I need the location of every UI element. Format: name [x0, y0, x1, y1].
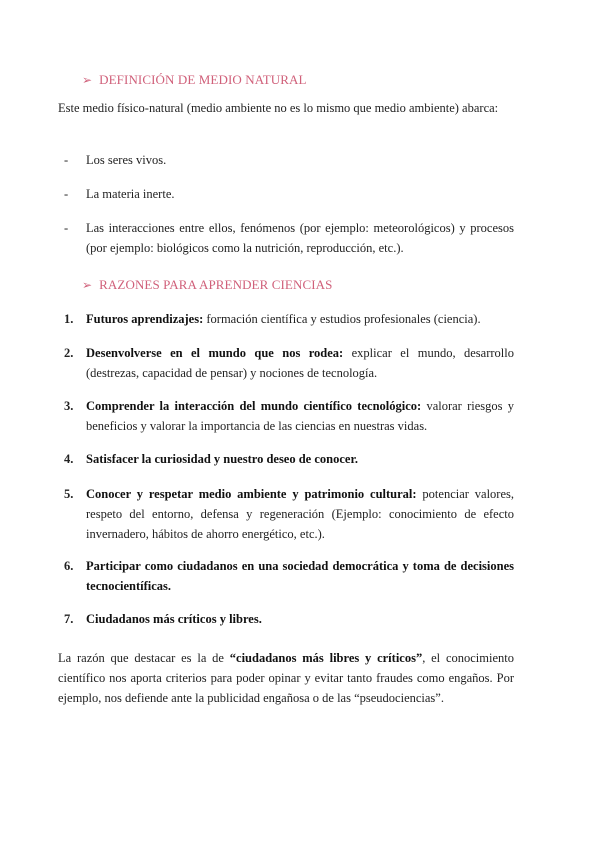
item-number: 4.	[64, 452, 74, 466]
item-bold-lead: Satisfacer la curiosidad y nuestro deseo de conocer.	[86, 452, 358, 466]
numbered-item	[64, 396, 514, 436]
item-text: valorar riesgos y beneficios y valorar la importancia de las ciencias en nuestras vidas.	[86, 399, 514, 433]
list-item	[64, 184, 514, 204]
numbered-item	[64, 309, 514, 329]
numbered-item	[64, 343, 514, 383]
numbered-item	[64, 484, 514, 544]
numbered-item	[64, 609, 514, 629]
list-item	[64, 150, 514, 170]
item-number: 2.	[64, 346, 74, 360]
item-text: explicar el mundo, desarrollo (destrezas, capacidad de pensar) y nociones de tecnología.	[86, 346, 514, 380]
conclusion-text-start: La razón que destacar es la de	[58, 651, 230, 665]
dash-bullet: -	[64, 187, 69, 201]
section-heading-medio-natural	[82, 72, 307, 88]
item-number: 6.	[64, 559, 74, 573]
dash-bullet: -	[64, 153, 69, 167]
item-number: 7.	[64, 612, 74, 626]
item-bold-lead: Comprender la interacción del mundo científico tecnológico:	[86, 399, 422, 413]
numbered-item	[64, 449, 514, 469]
list-item-text: La materia inerte.	[86, 187, 175, 201]
section-title: RAZONES PARA APRENDER CIENCIAS	[99, 277, 333, 292]
item-bold-lead: Conocer y respetar medio ambiente y patrimonio cultural:	[86, 487, 417, 501]
list-item	[64, 218, 514, 258]
list-item-text: Las interacciones entre ellos, fenómenos (por ejemplo: meteorológicos) y procesos (por ejemplo: biológicos como la nutrición, reproducción, etc.).	[86, 221, 514, 255]
intro-paragraph: Este medio físico-natural (medio ambiente no es lo mismo que medio ambiente) abarca:	[58, 101, 499, 115]
item-bold-lead: Desenvolverse en el mundo que nos rodea:	[86, 346, 344, 360]
item-number: 3.	[64, 399, 74, 413]
item-bold-lead: Futuros aprendizajes:	[86, 312, 204, 326]
numbered-item	[64, 556, 514, 596]
dash-bullet: -	[64, 221, 69, 235]
arrow-bullet-icon: ➢	[82, 278, 93, 292]
arrow-bullet-icon: ➢	[82, 73, 93, 87]
item-bold-lead: Ciudadanos más críticos y libres.	[86, 612, 262, 626]
item-text: formación científica y estudios profesionales (ciencia).	[203, 312, 481, 326]
item-number: 5.	[64, 487, 74, 501]
item-bold-lead: Participar como ciudadanos en una sociedad democrática y toma de decisiones tecnocientíficas.	[86, 559, 514, 593]
item-number: 1.	[64, 312, 74, 326]
list-item-text: Los seres vivos.	[86, 153, 167, 167]
conclusion-paragraph	[58, 648, 514, 708]
section-heading-razones	[82, 277, 332, 293]
item-text: potenciar valores, respeto del entorno, defensa y regeneración (Ejemplo: conocimiento de efecto invernadero, hábitos de ahorro energético, etc.).	[86, 487, 515, 541]
conclusion-emphasis: “ciudadanos más libres y críticos”	[229, 651, 423, 665]
conclusion-text-end: , el conocimiento científico nos aporta criterios para poder opinar y evitar tanto fraudes como engaños. Por ejemplo, nos defiende ante la publicidad engañosa o de las “pseudociencias”.	[58, 651, 514, 705]
section-title: DEFINICIÓN DE MEDIO NATURAL	[99, 72, 307, 87]
